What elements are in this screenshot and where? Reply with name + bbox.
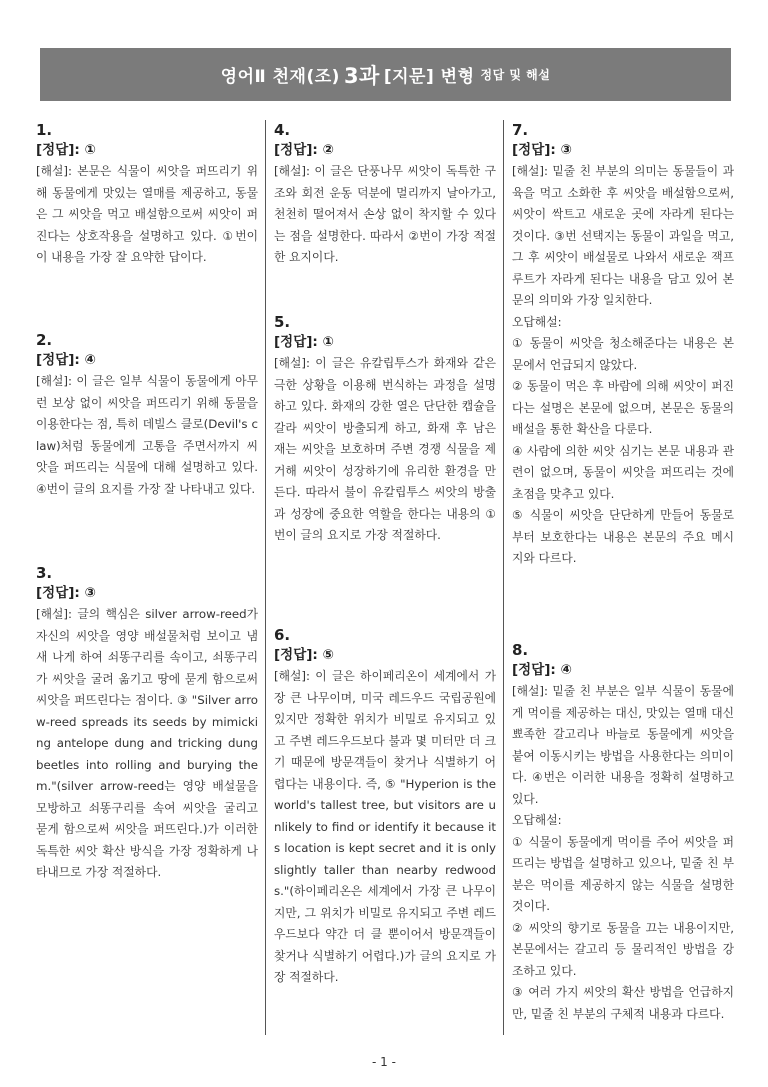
- page-title-banner: [40, 48, 731, 101]
- explanation-text: [36, 604, 258, 884]
- explanation-text: [512, 161, 734, 570]
- explanation-paragraph: [해설]: 이 글은 단풍나무 씨앗이 독특한 구조와 회전 운동 덕분에 멀리까지 날아가고, 천천히 떨어져서 손상 없이 착지할 수 있다는 점을 설명한다. 따라서 ②번이 가장 적절한 요지이다.: [274, 164, 496, 264]
- explanation-paragraph: 오답해설:: [512, 314, 562, 329]
- question-number: 2.: [36, 331, 53, 349]
- explanation-paragraph: ③ 여러 가지 씨앗의 확산 방법을 언급하지만, 밑줄 친 부분의 구체적 내용과 다르다.: [512, 985, 734, 1021]
- question-number: 7.: [512, 121, 529, 139]
- question-number: 8.: [512, 641, 529, 659]
- question-block: [36, 330, 258, 500]
- title-subject: 영어Ⅱ 천재(조): [220, 67, 340, 87]
- question-block: [36, 563, 258, 884]
- explanation-paragraph: ④ 사람에 의한 씨앗 심기는 본문 내용과 관련이 없으며, 동물이 씨앗을 퍼뜨리는 것에 초점을 맞추고 있다.: [512, 443, 734, 501]
- title-answer-key: 정답 및 해설: [480, 68, 551, 82]
- question-block: [274, 312, 496, 547]
- explanation-text: [36, 371, 258, 500]
- question-number: 4.: [274, 121, 291, 139]
- explanation-text: [274, 353, 496, 547]
- explanation-paragraph: [해설]: 본문은 식물이 씨앗을 퍼뜨리기 위해 동물에게 맛있는 열매를 제공하고, 동물은 그 씨앗을 먹고 배설함으로써 씨앗이 퍼진다는 상호작용을 설명하고 있다. ①번이 이 내용을 가장 잘 요약한 답이다.: [36, 164, 258, 264]
- explanation-text: [512, 681, 734, 1025]
- answer-label: [정답]: ④: [512, 662, 572, 678]
- question-block: [274, 120, 496, 269]
- question-number: 5.: [274, 313, 291, 331]
- title-variant: [지문] 변형: [383, 67, 475, 87]
- title-lesson: 3과: [343, 63, 380, 88]
- answer-label: [정답]: ②: [274, 142, 334, 158]
- explanation-text: [274, 161, 496, 269]
- question-block: [274, 625, 496, 989]
- question-number: 3.: [36, 564, 53, 582]
- answer-label: [정답]: ①: [36, 142, 96, 158]
- answer-label: [정답]: ①: [274, 334, 334, 350]
- explanation-text: [36, 161, 258, 269]
- explanation-paragraph: 오답해설:: [512, 813, 562, 827]
- explanation-paragraph: ① 식물이 동물에게 먹이를 주어 씨앗을 퍼뜨리는 방법을 설명하고 있으나, 밑줄 친 부분은 먹이를 제공하지 않는 식물을 설명한 것이다.: [512, 834, 734, 913]
- explanation-paragraph: ⑤ 식물이 씨앗을 단단하게 만들어 동물로부터 보호한다는 내용은 본문의 주요 메시지와 다르다.: [512, 508, 734, 565]
- answer-label: [정답]: ④: [36, 352, 96, 368]
- question-block: [36, 120, 258, 269]
- question-block: [512, 120, 734, 570]
- column-divider: [265, 120, 266, 1035]
- explanation-paragraph: [해설]: 글의 핵심은 silver arrow-reed가 자신의 씨앗을 영양 배설물처럼 보이고 냄새 나게 하여 쇠똥구리를 속이고, 쇠똥구리가 씨앗을 굴려 옮기고 땅에 묻게 함으로써 씨앗을 퍼뜨린다는 점이다. ③ "Silver arrow-reed spreads its seeds by mimicking antelope dung and tricking dung beetles into rolling and burying them."(silver arrow-reed는 영양 배설물을 모방하고 쇠똥구리를 속여 씨앗을 굴리고 묻게 함으로써 씨앗을 퍼뜨린다.)가 이러한 독특한 씨앗 확산 방식을 가장 정확하게 나타내므로 가장 적절하다.: [36, 607, 258, 879]
- explanation-paragraph: [해설]: 이 글은 일부 식물이 동물에게 아무런 보상 없이 씨앗을 퍼뜨리기 위해 동물을 이용한다는 점, 특히 데빌스 클로(Devil's claw)처럼 동물에게 고통을 주면서까지 씨앗을 퍼뜨리는 식물에 대해 설명하고 있다. ④번이 글의 요지를 가장 잘 나타내고 있다.: [36, 374, 258, 496]
- answer-label: [정답]: ⑤: [274, 647, 334, 663]
- explanation-paragraph: ② 씨앗의 향기로 동물을 끄는 내용이지만, 본문에서는 갈고리 등 물리적인 방법을 강조하고 있다.: [512, 920, 734, 978]
- page-number: - 1 -: [372, 1055, 396, 1069]
- explanation-paragraph: [해설]: 밑줄 친 부분의 의미는 동물들이 과육을 먹고 소화한 후 씨앗을 배설함으로써, 씨앗이 싹트고 새로운 곳에 자라게 된다는 것이다. ③번 선택지는 동물이 과일을 먹고, 그 후 씨앗이 배설물로 나와서 새로운 잭프루트가 자라게 된다는 내용을 담고 있어 본문의 의미와 가장 일치한다.: [512, 164, 734, 307]
- question-number: 1.: [36, 121, 53, 139]
- explanation-paragraph: ① 동물이 씨앗을 청소해준다는 내용은 본문에서 언급되지 않았다.: [512, 336, 734, 372]
- question-block: [512, 640, 734, 1025]
- explanation-paragraph: ② 동물이 먹은 후 바람에 의해 씨앗이 퍼진다는 설명은 본문에 없으며, 본문은 동물의 배설을 통한 확산을 다룬다.: [512, 379, 734, 436]
- explanation-paragraph: [해설]: 이 글은 하이페리온이 세계에서 가장 큰 나무이며, 미국 레드우드 국립공원에 있지만 정확한 위치가 비밀로 유지되고 있고 주변 레드우드보다 불과 몇 미터만 더 크기 때문에 방문객들이 찾거나 식별하기 어렵다는 내용이다. 즉, ⑤ "Hyperion is the world's tallest tree, but visitors are unlikely to find or identify it because its location is kept secret and it is only slightly taller than nearby redwoods."(하이페리온은 세계에서 가장 큰 나무이지만, 그 위치가 비밀로 유지되고 주변 레드우드보다 약간 더 클 뿐이어서 방문객들이 찾거나 식별하기 어렵다.)가 글의 요지로 가장 적절하다.: [274, 669, 496, 984]
- question-number: 6.: [274, 626, 291, 644]
- explanation-text: [274, 666, 496, 989]
- explanation-paragraph: [해설]: 밑줄 친 부분은 일부 식물이 동물에게 먹이를 제공하는 대신, 맛있는 열매 대신 뾰족한 갈고리나 바늘로 동물에게 씨앗을 붙여 이동시키는 방법을 사용한다는 의미이다. ④번은 이러한 내용을 정확히 설명하고 있다.: [512, 684, 734, 806]
- column-divider: [503, 120, 504, 1035]
- explanation-paragraph: [해설]: 이 글은 유칼립투스가 화재와 같은 극한 상황을 이용해 번식하는 과정을 설명하고 있다. 화재의 강한 열은 단단한 캡슐을 갈라 씨앗이 방출되게 하고, 화재 후 남은 재는 씨앗을 보호하며 주변 경쟁 식물을 제거해 씨앗이 성장하기에 유리한 환경을 만든다. 따라서 불이 유칼립투스 씨앗의 방출과 성장에 중요한 역할을 한다는 내용의 ①번이 글의 요지로 가장 적절하다.: [274, 356, 496, 542]
- answer-label: [정답]: ③: [512, 142, 572, 158]
- answer-label: [정답]: ③: [36, 585, 96, 601]
